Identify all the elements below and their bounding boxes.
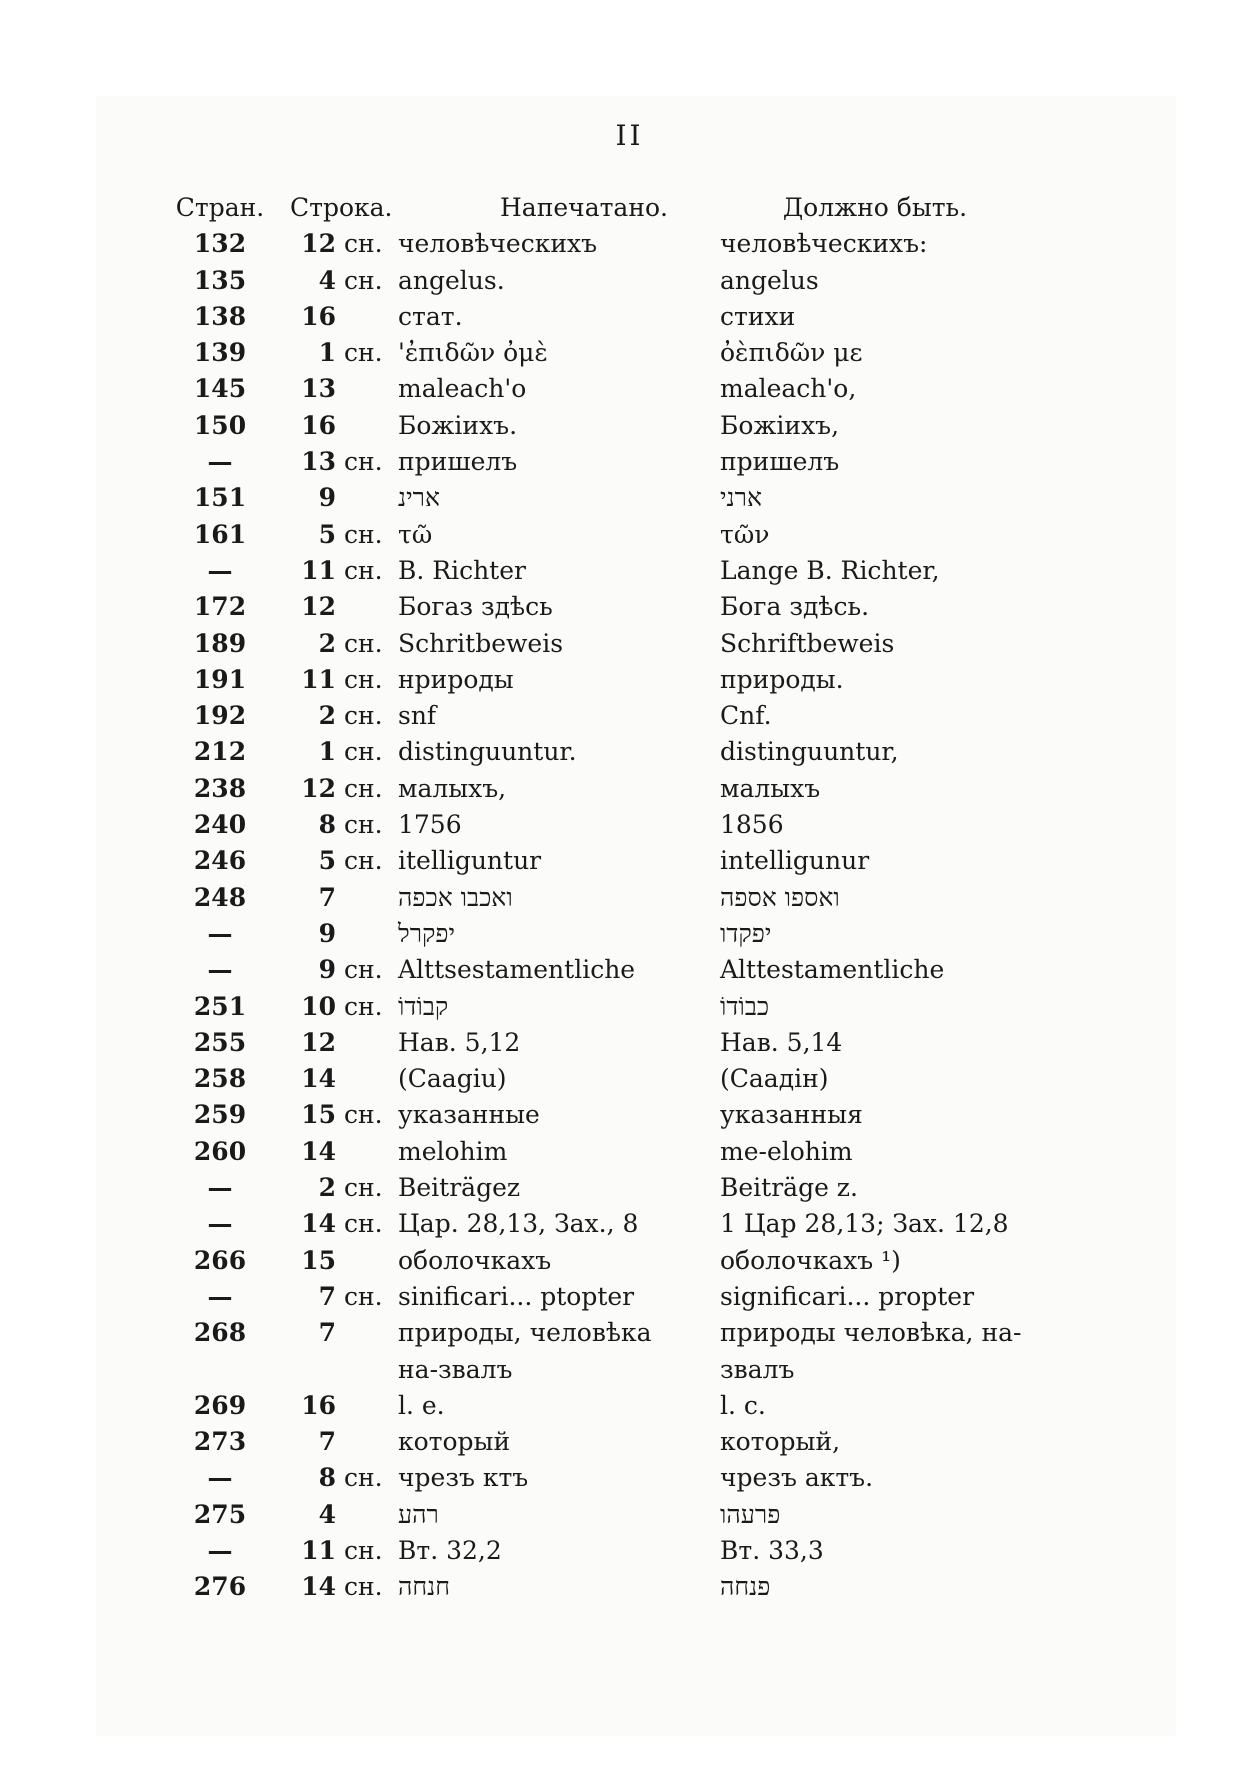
correct-cell-hebrew: פנחה <box>720 1572 771 1602</box>
correct-cell: τῶν <box>720 519 770 549</box>
line-cell: 7 <box>318 1281 336 1311</box>
line-cell: 16 <box>301 410 336 440</box>
table-row <box>170 1206 1090 1242</box>
table-row <box>170 1134 1090 1170</box>
printed-cell: оболочкахъ <box>398 1245 552 1275</box>
table-row <box>170 952 1090 988</box>
printed-cell: τῶ <box>398 519 433 549</box>
mark-cell: сн. <box>344 1173 383 1203</box>
printed-cell: Schritbeweis <box>398 628 564 658</box>
header-page: Стран. <box>175 193 265 222</box>
mark-cell: сн. <box>344 1572 383 1602</box>
correct-cell: distinguuntur, <box>720 737 899 767</box>
correct-cell-hebrew: ואספו אספה <box>720 882 840 912</box>
printed-cell: Цар. 28,13, Зах., 8 <box>398 1209 639 1239</box>
line-cell: 14 <box>301 1572 336 1602</box>
page-cell: 248 <box>193 882 247 912</box>
line-cell: 13 <box>301 374 336 404</box>
correct-cell-hebrew: יפקדו <box>720 918 772 948</box>
table-row <box>170 1388 1090 1424</box>
page-cell: 135 <box>193 265 247 295</box>
correct-cell <box>720 916 1090 952</box>
page-number: II <box>615 119 644 152</box>
table-row <box>170 1061 1090 1097</box>
line-cell: 14 <box>301 1064 336 1094</box>
page-cell: — <box>207 1209 233 1239</box>
printed-cell: itelliguntur <box>398 846 542 876</box>
printed-cell: distinguuntur. <box>398 737 577 767</box>
line-cell: 7 <box>318 1427 336 1457</box>
correct-cell: чрезъ актъ. <box>720 1463 874 1493</box>
page-cell: 145 <box>193 374 247 404</box>
line-cell: 2 <box>318 1173 336 1203</box>
page-cell: 275 <box>193 1499 247 1529</box>
mark-cell: сн. <box>344 955 383 985</box>
correct-cell: Бога здѣсь. <box>720 592 870 622</box>
printed-cell-hebrew: חנחה <box>398 1572 451 1602</box>
line-cell: 2 <box>318 701 336 731</box>
correct-cell: человѣческихъ: <box>720 229 928 259</box>
page-cell: 269 <box>193 1390 247 1420</box>
page-cell: 161 <box>193 519 247 549</box>
line-cell: 15 <box>301 1100 336 1130</box>
table-row <box>170 734 1090 770</box>
header-printed: Напечатано. <box>500 193 668 222</box>
table-row <box>170 335 1090 371</box>
page-cell: 192 <box>193 701 247 731</box>
correct-cell: (Саадін) <box>720 1064 829 1094</box>
page-cell: 151 <box>193 483 247 513</box>
page-cell: 212 <box>193 737 247 767</box>
table-row <box>170 843 1090 879</box>
mark-cell: сн. <box>344 628 383 658</box>
correct-cell-hebrew: כבוֹדוֹ <box>720 991 770 1021</box>
page-cell: 260 <box>193 1136 247 1166</box>
line-cell: 7 <box>318 1318 336 1348</box>
printed-cell: sinificari... ptopter <box>398 1281 635 1311</box>
mark-cell: сн. <box>344 1100 383 1130</box>
table-row <box>170 444 1090 480</box>
table-row <box>170 553 1090 589</box>
line-cell: 11 <box>301 555 336 585</box>
printed-cell: 'ἐπιδῶν ὀμὲ <box>398 338 548 368</box>
table-row <box>170 371 1090 407</box>
printed-cell: малыхъ, <box>398 773 507 803</box>
correct-cell: ὀὲπιδῶν με <box>720 338 863 368</box>
line-cell: 14 <box>301 1209 336 1239</box>
printed-cell: пришелъ <box>398 447 518 477</box>
page-cell: — <box>207 918 233 948</box>
printed-cell-hebrew: יפקרל <box>398 918 456 948</box>
printed-cell: Beiträgez <box>398 1173 521 1203</box>
correct-cell: оболочкахъ ¹) <box>720 1245 901 1275</box>
printed-cell: Богаз здѣсь <box>398 592 553 622</box>
printed-cell-hebrew: קבוֹדוֹ <box>398 991 449 1021</box>
printed-cell-hebrew: רהע <box>398 1499 439 1529</box>
printed-cell: Alttsestamentliche <box>398 955 636 985</box>
line-cell: 12 <box>301 1027 336 1057</box>
table-body <box>170 226 1090 1605</box>
table-row <box>170 1025 1090 1061</box>
line-cell: 5 <box>318 846 336 876</box>
correct-cell: природы человѣка, на-звалъ <box>720 1318 1022 1384</box>
line-cell: 15 <box>301 1245 336 1275</box>
page-cell: 132 <box>193 229 247 259</box>
correct-cell: Lange B. Richter, <box>720 555 940 585</box>
line-cell: 11 <box>301 1535 336 1565</box>
line-cell: 10 <box>301 991 336 1021</box>
mark-cell: сн. <box>344 229 383 259</box>
page-cell: — <box>207 555 233 585</box>
line-cell: 7 <box>318 882 336 912</box>
page-cell: 266 <box>193 1245 247 1275</box>
line-cell: 14 <box>301 1136 336 1166</box>
page-cell: 258 <box>193 1064 247 1094</box>
correct-cell: Вт. 33,3 <box>720 1535 824 1565</box>
correct-cell: Божіихъ, <box>720 410 840 440</box>
mark-cell: сн. <box>344 773 383 803</box>
page-cell: 138 <box>193 301 247 331</box>
mark-cell: сн. <box>344 1209 383 1239</box>
table-row <box>170 662 1090 698</box>
mark-cell: сн. <box>344 664 383 694</box>
correct-cell: significari... propter <box>720 1281 975 1311</box>
table-row <box>170 1533 1090 1569</box>
page-cell: 268 <box>193 1318 247 1348</box>
page-cell: 255 <box>193 1027 247 1057</box>
table-row <box>170 1497 1090 1533</box>
correct-cell <box>720 1569 1090 1605</box>
table-row <box>170 408 1090 444</box>
printed-cell: l. e. <box>398 1390 445 1420</box>
printed-cell <box>398 880 698 916</box>
mark-cell: сн. <box>344 846 383 876</box>
correct-cell <box>720 880 1090 916</box>
printed-cell: angelus. <box>398 265 505 295</box>
printed-cell: природы, человѣка на-звалъ <box>398 1318 652 1384</box>
mark-cell: сн. <box>344 701 383 731</box>
correct-cell-hebrew: פרעהו <box>720 1499 781 1529</box>
correct-cell: 1 Цар 28,13; Зах. 12,8 <box>720 1209 1009 1239</box>
table-row <box>170 480 1090 516</box>
page-cell: 246 <box>193 846 247 876</box>
table-row <box>170 1424 1090 1460</box>
mark-cell: сн. <box>344 338 383 368</box>
page-cell: 273 <box>193 1427 247 1457</box>
printed-cell-hebrew: ואכבו אכפה <box>398 882 513 912</box>
table-row <box>170 1315 1090 1388</box>
line-cell: 9 <box>318 918 336 948</box>
table-header <box>170 190 1090 226</box>
mark-cell: сн. <box>344 555 383 585</box>
table-row <box>170 1569 1090 1605</box>
mark-cell: сн. <box>344 1281 383 1311</box>
printed-cell <box>398 989 698 1025</box>
table-row <box>170 1097 1090 1133</box>
mark-cell: сн. <box>344 1463 383 1493</box>
mark-cell: сн. <box>344 991 383 1021</box>
correct-cell: указанныя <box>720 1100 863 1130</box>
correct-cell: малыхъ <box>720 773 821 803</box>
table-row <box>170 880 1090 916</box>
line-cell: 11 <box>301 664 336 694</box>
table-row <box>170 626 1090 662</box>
page-cell: 238 <box>193 773 247 803</box>
correct-cell: me-elohim <box>720 1136 853 1166</box>
table-row <box>170 771 1090 807</box>
printed-cell: 1756 <box>398 810 462 840</box>
page-cell: 251 <box>193 991 247 1021</box>
printed-cell: чрезъ ктъ <box>398 1463 529 1493</box>
correct-cell <box>720 989 1090 1025</box>
correct-cell-hebrew: ארני <box>720 483 762 513</box>
correct-cell: природы. <box>720 664 844 694</box>
mark-cell: сн. <box>344 737 383 767</box>
line-cell: 4 <box>318 1499 336 1529</box>
correct-cell: intelligunur <box>720 846 870 876</box>
line-cell: 9 <box>318 955 336 985</box>
line-cell: 16 <box>301 301 336 331</box>
line-cell: 1 <box>318 338 336 368</box>
line-cell: 8 <box>318 810 336 840</box>
correct-cell: стихи <box>720 301 796 331</box>
page-cell: — <box>207 955 233 985</box>
printed-cell: стат. <box>398 301 463 331</box>
correct-cell: Beiträge z. <box>720 1173 858 1203</box>
correct-cell: 1856 <box>720 810 784 840</box>
printed-cell: maleach'o <box>398 374 527 404</box>
page-cell: 240 <box>193 810 247 840</box>
table-row <box>170 698 1090 734</box>
correct-cell <box>720 480 1090 516</box>
line-cell: 16 <box>301 1390 336 1420</box>
mark-cell: сн. <box>344 265 383 295</box>
page-cell: 189 <box>193 628 247 658</box>
page-cell: — <box>207 447 233 477</box>
line-cell: 5 <box>318 519 336 549</box>
line-cell: 4 <box>318 265 336 295</box>
printed-cell: нрироды <box>398 664 514 694</box>
table-row <box>170 989 1090 1025</box>
table-row <box>170 1460 1090 1496</box>
printed-cell: Вт. 32,2 <box>398 1535 502 1565</box>
printed-cell <box>398 1569 698 1605</box>
printed-cell <box>398 480 698 516</box>
printed-cell-hebrew: ארינ <box>398 483 440 513</box>
printed-cell: snf <box>398 701 437 731</box>
page-cell: — <box>207 1281 233 1311</box>
table-row <box>170 589 1090 625</box>
page-cell: 172 <box>193 592 247 622</box>
printed-cell: Нав. 5,12 <box>398 1027 521 1057</box>
header-correct: Должно быть. <box>782 193 968 222</box>
printed-cell <box>398 916 698 952</box>
printed-cell: указанные <box>398 1100 540 1130</box>
table-row <box>170 299 1090 335</box>
printed-cell: melohim <box>398 1136 508 1166</box>
page-cell: 191 <box>193 664 247 694</box>
correct-cell: angelus <box>720 265 819 295</box>
correct-cell <box>720 1497 1090 1533</box>
table-row <box>170 807 1090 843</box>
mark-cell: сн. <box>344 447 383 477</box>
correct-cell: Нав. 5,14 <box>720 1027 843 1057</box>
table-row <box>170 1279 1090 1315</box>
table-row <box>170 517 1090 553</box>
mark-cell: сн. <box>344 810 383 840</box>
correct-cell: maleach'o, <box>720 374 857 404</box>
page-cell: 259 <box>193 1100 247 1130</box>
correct-cell: l. c. <box>720 1390 766 1420</box>
errata-table <box>170 190 1090 1606</box>
line-cell: 12 <box>301 229 336 259</box>
mark-cell: сн. <box>344 1535 383 1565</box>
page-cell: — <box>207 1463 233 1493</box>
table-row <box>170 226 1090 262</box>
table-row <box>170 263 1090 299</box>
page-cell: 150 <box>193 410 247 440</box>
line-cell: 12 <box>301 773 336 803</box>
table-row <box>170 1170 1090 1206</box>
printed-cell: B. Richter <box>398 555 526 585</box>
header-line: Строка. <box>290 193 393 222</box>
line-cell: 12 <box>301 592 336 622</box>
page-cell: 139 <box>193 338 247 368</box>
correct-cell: который, <box>720 1427 841 1457</box>
page-cell: 276 <box>193 1572 247 1602</box>
printed-cell: Божіихъ. <box>398 410 518 440</box>
printed-cell: (Caagiu) <box>398 1064 507 1094</box>
correct-cell: Schriftbeweis <box>720 628 895 658</box>
table-row <box>170 916 1090 952</box>
page-cell: — <box>207 1535 233 1565</box>
table-row <box>170 1243 1090 1279</box>
line-cell: 13 <box>301 447 336 477</box>
mark-cell: сн. <box>344 519 383 549</box>
page-cell: — <box>207 1173 233 1203</box>
correct-cell: пришелъ <box>720 447 840 477</box>
line-cell: 1 <box>318 737 336 767</box>
line-cell: 2 <box>318 628 336 658</box>
printed-cell: который <box>398 1427 511 1457</box>
line-cell: 8 <box>318 1463 336 1493</box>
printed-cell <box>398 1497 698 1533</box>
correct-cell: Alttestamentliche <box>720 955 945 985</box>
line-cell: 9 <box>318 483 336 513</box>
printed-cell: человѣческихъ <box>398 229 598 259</box>
correct-cell: Cnf. <box>720 701 772 731</box>
